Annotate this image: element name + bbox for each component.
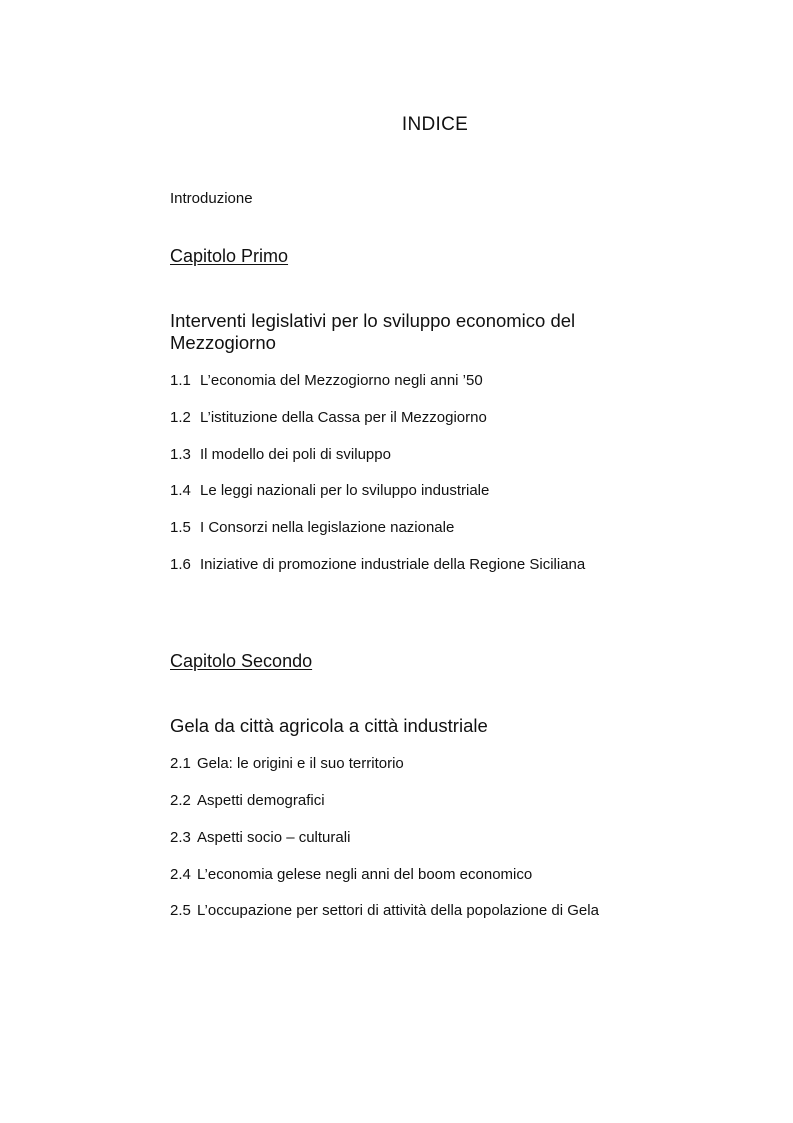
- chapter-1-label: Capitolo Primo: [170, 246, 289, 266]
- toc-entry-number: 1.4: [170, 482, 191, 499]
- toc-entry-number: 1.2: [170, 409, 191, 426]
- toc-entry-text: Aspetti demografici: [197, 792, 325, 809]
- toc-entry-number: 2.5: [170, 902, 191, 919]
- toc-entry-text: L’economia gelese negli anni del boom economico: [197, 866, 533, 883]
- toc-entry: [170, 866, 532, 883]
- toc-entry: [170, 446, 391, 463]
- toc-entry: [170, 556, 585, 573]
- toc-entry: [170, 902, 599, 919]
- toc-entry-text: I Consorzi nella legislazione nazionale: [200, 519, 455, 536]
- toc-entry: [170, 409, 487, 426]
- toc-entry: [170, 372, 483, 389]
- toc-entry-number: 1.1: [170, 372, 191, 389]
- toc-entry: [170, 792, 325, 809]
- toc-entry-text: Aspetti socio – culturali: [197, 829, 351, 846]
- toc-entry-text: Le leggi nazionali per lo sviluppo industriale: [200, 482, 490, 499]
- toc-entry-text: L’economia del Mezzogiorno negli anni ’50: [200, 372, 483, 389]
- introduction-entry: Introduzione: [170, 190, 253, 207]
- toc-entry-text: L’occupazione per settori di attività della popolazione di Gela: [197, 902, 599, 919]
- toc-entry-number: 1.5: [170, 519, 191, 536]
- chapter-2-title: Gela da città agricola a città industriale: [170, 715, 488, 736]
- toc-entry-text: L’istituzione della Cassa per il Mezzogiorno: [200, 409, 487, 426]
- page-title: INDICE: [401, 114, 469, 135]
- toc-entry-number: 2.3: [170, 829, 191, 846]
- toc-entry: [170, 829, 350, 846]
- toc-entry: [170, 482, 489, 499]
- toc-entry-text: Iniziative di promozione industriale della Regione Siciliana: [200, 556, 586, 573]
- toc-entry-number: 1.6: [170, 556, 191, 573]
- toc-entry: [170, 519, 454, 536]
- chapter-2-label: Capitolo Secondo: [170, 651, 313, 671]
- toc-entry-text: Gela: le origini e il suo territorio: [197, 755, 404, 772]
- chapter-1-title: Interventi legislativi per lo sviluppo economico del Mezzogiorno: [170, 310, 576, 353]
- toc-entry: [170, 755, 404, 772]
- toc-entry-number: 2.4: [170, 866, 191, 883]
- toc-entry-text: Il modello dei poli di sviluppo: [200, 446, 391, 463]
- toc-entry-number: 1.3: [170, 446, 191, 463]
- toc-entry-number: 2.2: [170, 792, 191, 809]
- toc-entry-number: 2.1: [170, 755, 191, 772]
